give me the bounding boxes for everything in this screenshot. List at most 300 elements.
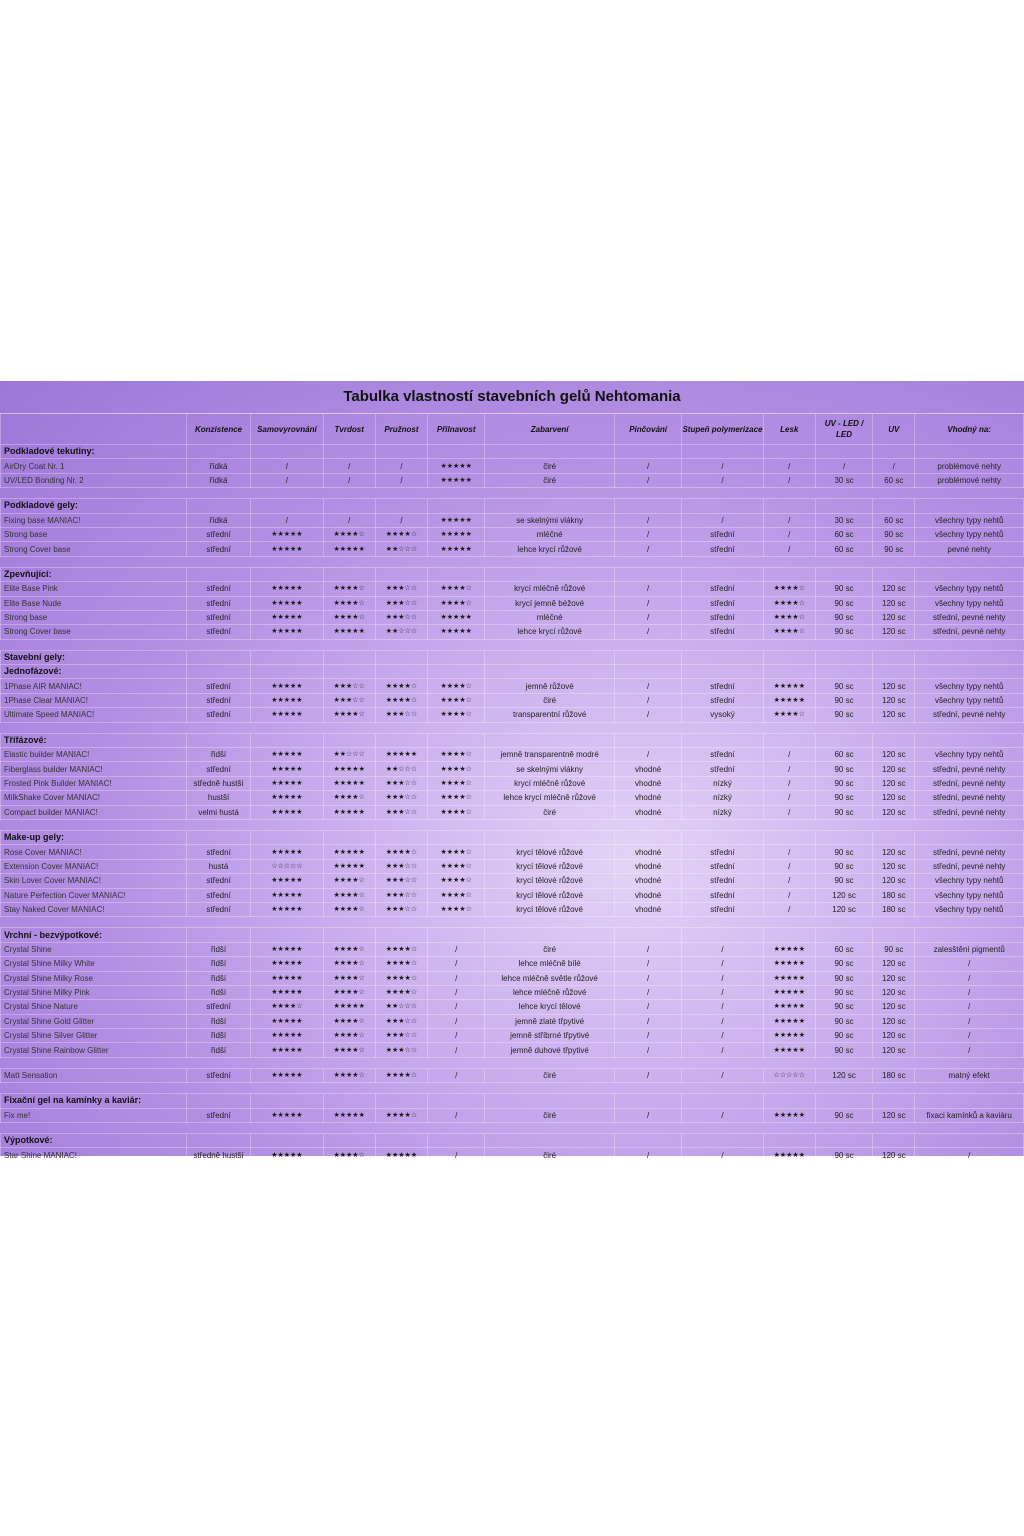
empty-cell bbox=[186, 1134, 250, 1148]
empty-cell bbox=[485, 733, 615, 747]
table-row bbox=[1, 859, 1024, 873]
empty-cell bbox=[323, 1123, 375, 1134]
empty-cell bbox=[873, 499, 915, 513]
table-cell: 90 sc bbox=[815, 776, 872, 790]
table-cell: ★★★★☆ bbox=[375, 942, 427, 956]
empty-cell bbox=[915, 639, 1024, 650]
table-cell: jemně duhové třpytivé bbox=[485, 1043, 615, 1057]
empty-cell bbox=[815, 556, 872, 567]
table-cell: / bbox=[428, 1029, 485, 1043]
table-cell: ★★★★★ bbox=[251, 791, 323, 805]
table-cell: střední, pevné nehty bbox=[915, 708, 1024, 722]
empty-cell bbox=[873, 1123, 915, 1134]
table-cell: řídká bbox=[186, 473, 250, 487]
table-cell: všechny typy nehtů bbox=[915, 902, 1024, 916]
table-cell: / bbox=[763, 473, 815, 487]
table-cell: všechny typy nehtů bbox=[915, 748, 1024, 762]
empty-cell bbox=[251, 488, 323, 499]
table-cell: střední bbox=[186, 902, 250, 916]
table-cell: hustá bbox=[186, 859, 250, 873]
table-cell: / bbox=[763, 527, 815, 541]
table-cell: ★★★★★ bbox=[251, 679, 323, 693]
product-name: Compact builder MANIAC! bbox=[1, 805, 187, 819]
table-cell: čiré bbox=[485, 473, 615, 487]
empty-cell bbox=[915, 499, 1024, 513]
table-cell: řidší bbox=[186, 748, 250, 762]
table-cell: ★★☆☆☆ bbox=[375, 762, 427, 776]
table-cell: 90 sc bbox=[815, 791, 872, 805]
empty-cell bbox=[614, 445, 681, 459]
product-name: Nature Perfection Cover MANIAC! bbox=[1, 888, 187, 902]
empty-cell bbox=[251, 928, 323, 942]
table-cell: střední, pevné nehty bbox=[915, 625, 1024, 639]
table-cell: všechny typy nehtů bbox=[915, 596, 1024, 610]
product-name: Crystal Shine Gold Glitter bbox=[1, 1014, 187, 1028]
table-cell: / bbox=[915, 1043, 1024, 1057]
table-cell: ★★★★★ bbox=[251, 596, 323, 610]
empty-cell bbox=[763, 1123, 815, 1134]
table-cell: 120 sc bbox=[873, 859, 915, 873]
empty-cell bbox=[375, 488, 427, 499]
table-cell: 120 sc bbox=[873, 1029, 915, 1043]
table-cell: jemně růžové bbox=[485, 679, 615, 693]
empty-cell bbox=[873, 1094, 915, 1108]
product-name: Crystal Shine Milky Pink bbox=[1, 985, 187, 999]
table-cell: 90 sc bbox=[815, 582, 872, 596]
empty-cell bbox=[428, 830, 485, 844]
table-row bbox=[1, 805, 1024, 819]
table-cell: střední bbox=[682, 596, 763, 610]
empty-cell bbox=[682, 1123, 763, 1134]
table-cell: ★★★★★ bbox=[323, 762, 375, 776]
empty-cell bbox=[915, 650, 1024, 664]
empty-cell bbox=[186, 830, 250, 844]
table-cell: ★★★★☆ bbox=[428, 762, 485, 776]
table-cell: / bbox=[614, 1068, 681, 1082]
section-heading: Make-up gely: bbox=[1, 830, 187, 844]
table-cell: ★★★★★ bbox=[763, 1108, 815, 1122]
table-cell: 120 sc bbox=[873, 762, 915, 776]
empty-cell bbox=[1, 488, 187, 499]
product-name: Crystal Shine Nature bbox=[1, 1000, 187, 1014]
table-cell: / bbox=[682, 1148, 763, 1162]
table-cell: ☆☆☆☆☆ bbox=[251, 859, 323, 873]
empty-cell bbox=[763, 499, 815, 513]
table-cell: 120 sc bbox=[873, 957, 915, 971]
empty-cell bbox=[873, 733, 915, 747]
table-cell: ★★★★★ bbox=[251, 805, 323, 819]
table-cell: nízký bbox=[682, 805, 763, 819]
table-cell: / bbox=[682, 942, 763, 956]
empty-cell bbox=[614, 722, 681, 733]
table-cell: fixaci kamínků a kaviáru bbox=[915, 1108, 1024, 1122]
empty-cell bbox=[815, 819, 872, 830]
table-cell: / bbox=[682, 957, 763, 971]
empty-cell bbox=[815, 733, 872, 747]
empty-cell bbox=[428, 733, 485, 747]
empty-cell bbox=[251, 639, 323, 650]
empty-cell bbox=[614, 639, 681, 650]
empty-cell bbox=[186, 499, 250, 513]
table-cell: / bbox=[763, 542, 815, 556]
column-header: UV bbox=[873, 414, 915, 445]
product-name: Crystal Shine bbox=[1, 942, 187, 956]
table-cell: ★★★★☆ bbox=[323, 527, 375, 541]
table-cell: ★★★☆☆ bbox=[323, 693, 375, 707]
product-name: Ultimate Speed MANIAC! bbox=[1, 708, 187, 722]
empty-cell bbox=[873, 488, 915, 499]
empty-cell bbox=[763, 1057, 815, 1068]
table-cell: 90 sc bbox=[873, 942, 915, 956]
table-cell: / bbox=[763, 459, 815, 473]
product-name: Strong base bbox=[1, 527, 187, 541]
table-cell: / bbox=[763, 859, 815, 873]
table-cell: ★★★★★ bbox=[375, 748, 427, 762]
empty-cell bbox=[323, 917, 375, 928]
empty-cell bbox=[873, 819, 915, 830]
table-cell: / bbox=[763, 776, 815, 790]
table-cell: ★★★★☆ bbox=[375, 957, 427, 971]
table-row bbox=[1, 596, 1024, 610]
product-name: Stay Naked Cover MANIAC! bbox=[1, 902, 187, 916]
empty-cell bbox=[375, 567, 427, 581]
table-cell: střední bbox=[186, 582, 250, 596]
table-cell: / bbox=[428, 1014, 485, 1028]
table-cell: ★★★★★ bbox=[251, 708, 323, 722]
empty-cell bbox=[186, 445, 250, 459]
empty-cell bbox=[915, 819, 1024, 830]
empty-cell bbox=[323, 928, 375, 942]
empty-cell bbox=[186, 556, 250, 567]
empty-cell bbox=[485, 445, 615, 459]
product-name: Frosted Pink Builder MANIAC! bbox=[1, 776, 187, 790]
table-cell: střední bbox=[682, 874, 763, 888]
product-name: Crystal Shine Milky Rose bbox=[1, 971, 187, 985]
empty-cell bbox=[915, 488, 1024, 499]
table-cell: ★★★★★ bbox=[428, 473, 485, 487]
empty-cell bbox=[428, 917, 485, 928]
empty-cell bbox=[251, 1134, 323, 1148]
empty-cell bbox=[428, 928, 485, 942]
table-cell: ★★★★★ bbox=[763, 1014, 815, 1028]
table-cell: 90 sc bbox=[815, 1043, 872, 1057]
empty-cell bbox=[873, 1134, 915, 1148]
empty-cell bbox=[763, 1134, 815, 1148]
table-cell: 120 sc bbox=[873, 1014, 915, 1028]
table-cell: / bbox=[375, 459, 427, 473]
table-cell: čiré bbox=[485, 1108, 615, 1122]
empty-cell bbox=[186, 917, 250, 928]
table-cell: / bbox=[763, 748, 815, 762]
empty-cell bbox=[815, 499, 872, 513]
table-cell: / bbox=[428, 985, 485, 999]
table-cell: střední, pevné nehty bbox=[915, 805, 1024, 819]
table-cell: 90 sc bbox=[873, 542, 915, 556]
table-cell: se skelnými vlákny bbox=[485, 762, 615, 776]
empty-cell bbox=[614, 1094, 681, 1108]
table-cell: vhodné bbox=[614, 776, 681, 790]
table-cell: střední bbox=[682, 888, 763, 902]
table-cell: ★★★☆☆ bbox=[375, 596, 427, 610]
spacer-row bbox=[1, 1083, 1024, 1094]
table-cell: ★★★★☆ bbox=[375, 971, 427, 985]
table-cell: vhodné bbox=[614, 791, 681, 805]
empty-cell bbox=[614, 1123, 681, 1134]
column-header: Konzistence bbox=[186, 414, 250, 445]
table-cell: střední, pevné nehty bbox=[915, 845, 1024, 859]
table-cell: krycí jemně béžové bbox=[485, 596, 615, 610]
table-cell: ★★★★☆ bbox=[375, 1068, 427, 1082]
table-row bbox=[1, 845, 1024, 859]
table-cell: vhodné bbox=[614, 888, 681, 902]
table-cell: ★★★★★ bbox=[375, 1148, 427, 1162]
table-cell: / bbox=[428, 1108, 485, 1122]
table-row bbox=[1, 957, 1024, 971]
empty-cell bbox=[323, 1083, 375, 1094]
table-cell: 120 sc bbox=[873, 845, 915, 859]
empty-cell bbox=[251, 1123, 323, 1134]
table-row bbox=[1, 513, 1024, 527]
table-cell: ★★★★★ bbox=[251, 942, 323, 956]
section-row bbox=[1, 1134, 1024, 1148]
table-cell: 90 sc bbox=[815, 679, 872, 693]
table-cell: 120 sc bbox=[815, 902, 872, 916]
empty-cell bbox=[375, 1057, 427, 1068]
table-cell: čiré bbox=[485, 693, 615, 707]
table-row bbox=[1, 708, 1024, 722]
table-cell: vysoký bbox=[682, 708, 763, 722]
table-cell: střední bbox=[682, 625, 763, 639]
table-cell: krycí tělové růžové bbox=[485, 902, 615, 916]
empty-cell bbox=[763, 567, 815, 581]
table-cell: ★★★★★ bbox=[251, 693, 323, 707]
empty-cell bbox=[815, 639, 872, 650]
product-name: Crystal Shine Rainbow Glitter bbox=[1, 1043, 187, 1057]
empty-cell bbox=[915, 1057, 1024, 1068]
empty-cell bbox=[251, 665, 323, 679]
table-cell: ★★★★★ bbox=[251, 845, 323, 859]
table-cell: střední bbox=[682, 582, 763, 596]
table-cell: vhodné bbox=[614, 762, 681, 776]
section-row bbox=[1, 567, 1024, 581]
empty-cell bbox=[323, 819, 375, 830]
table-cell: ★★★☆☆ bbox=[375, 1014, 427, 1028]
table-cell: ☆☆☆☆☆ bbox=[763, 1068, 815, 1082]
table-cell: / bbox=[915, 1029, 1024, 1043]
table-cell: 120 sc bbox=[873, 805, 915, 819]
table-cell: 180 sc bbox=[873, 902, 915, 916]
table-cell: střední bbox=[682, 527, 763, 541]
table-cell: ★★★★★ bbox=[763, 1029, 815, 1043]
empty-cell bbox=[763, 650, 815, 664]
table-cell: všechny typy nehtů bbox=[915, 888, 1024, 902]
table-cell: / bbox=[428, 1000, 485, 1014]
table-cell: 120 sc bbox=[873, 791, 915, 805]
empty-cell bbox=[375, 650, 427, 664]
spacer-row bbox=[1, 1123, 1024, 1134]
table-cell: 120 sc bbox=[873, 708, 915, 722]
product-name: Fix me! bbox=[1, 1108, 187, 1122]
empty-cell bbox=[873, 639, 915, 650]
table-cell: ★★★★★ bbox=[428, 513, 485, 527]
table-cell: ★★★★☆ bbox=[428, 902, 485, 916]
empty-cell bbox=[323, 733, 375, 747]
table-cell: ★★★★★ bbox=[763, 971, 815, 985]
table-cell: ★★★★☆ bbox=[375, 679, 427, 693]
table-cell: ★★★★☆ bbox=[323, 1043, 375, 1057]
empty-cell bbox=[485, 830, 615, 844]
empty-cell bbox=[485, 567, 615, 581]
table-cell: / bbox=[763, 902, 815, 916]
table-cell: ★★★★★ bbox=[428, 610, 485, 624]
table-cell: / bbox=[682, 971, 763, 985]
table-cell: všechny typy nehtů bbox=[915, 527, 1024, 541]
empty-cell bbox=[1, 1083, 187, 1094]
table-cell: / bbox=[873, 459, 915, 473]
empty-cell bbox=[1, 819, 187, 830]
table-cell: ★★★★☆ bbox=[375, 527, 427, 541]
empty-cell bbox=[873, 830, 915, 844]
table-cell: čiré bbox=[485, 1148, 615, 1162]
table-cell: ★★★★☆ bbox=[323, 957, 375, 971]
product-name: Extension Cover MANIAC! bbox=[1, 859, 187, 873]
table-cell: ★★★★★ bbox=[251, 902, 323, 916]
product-name: Strong Cover base bbox=[1, 542, 187, 556]
table-cell: / bbox=[614, 985, 681, 999]
header-row bbox=[1, 414, 1024, 445]
properties-table bbox=[0, 413, 1024, 1163]
section-heading: Podkladové gely: bbox=[1, 499, 187, 513]
table-cell: ★★★☆☆ bbox=[323, 679, 375, 693]
table-cell: ★★★★★ bbox=[323, 1108, 375, 1122]
table-cell: střední bbox=[682, 845, 763, 859]
empty-cell bbox=[375, 722, 427, 733]
empty-cell bbox=[873, 1057, 915, 1068]
empty-cell bbox=[186, 567, 250, 581]
table-cell: / bbox=[682, 1014, 763, 1028]
table-cell: / bbox=[682, 1029, 763, 1043]
empty-cell bbox=[614, 665, 681, 679]
table-cell: / bbox=[614, 748, 681, 762]
table-row bbox=[1, 1043, 1024, 1057]
empty-cell bbox=[915, 917, 1024, 928]
table-cell: střední bbox=[186, 527, 250, 541]
product-name: 1Phase Clear MANIAC! bbox=[1, 693, 187, 707]
empty-cell bbox=[485, 928, 615, 942]
table-cell: ★★★★☆ bbox=[323, 610, 375, 624]
product-name: Elite Base Nude bbox=[1, 596, 187, 610]
empty-cell bbox=[915, 1123, 1024, 1134]
table-cell: ★★★☆☆ bbox=[375, 859, 427, 873]
empty-cell bbox=[251, 650, 323, 664]
table-cell: 90 sc bbox=[815, 845, 872, 859]
table-cell: lehce mléčně světle růžové bbox=[485, 971, 615, 985]
table-cell: ★★★★☆ bbox=[323, 1014, 375, 1028]
empty-cell bbox=[815, 488, 872, 499]
table-cell: ★★★★☆ bbox=[323, 708, 375, 722]
table-cell: řidší bbox=[186, 1043, 250, 1057]
table-cell: ★★★★☆ bbox=[428, 776, 485, 790]
empty-cell bbox=[428, 650, 485, 664]
table-cell: střední, pevné nehty bbox=[915, 791, 1024, 805]
table-cell: čiré bbox=[485, 459, 615, 473]
empty-cell bbox=[323, 650, 375, 664]
table-cell: 60 sc bbox=[815, 748, 872, 762]
empty-cell bbox=[375, 928, 427, 942]
empty-cell bbox=[763, 488, 815, 499]
table-cell: střední bbox=[682, 762, 763, 776]
table-cell: střední bbox=[682, 693, 763, 707]
table-cell: ★★★★★ bbox=[323, 845, 375, 859]
table-cell: 90 sc bbox=[815, 1000, 872, 1014]
empty-cell bbox=[763, 1094, 815, 1108]
empty-cell bbox=[614, 488, 681, 499]
table-cell: 120 sc bbox=[873, 1108, 915, 1122]
table-cell: střední bbox=[186, 596, 250, 610]
table-cell: 90 sc bbox=[815, 596, 872, 610]
table-cell: ★★★★☆ bbox=[375, 693, 427, 707]
empty-cell bbox=[915, 567, 1024, 581]
empty-cell bbox=[251, 1057, 323, 1068]
table-cell: řidší bbox=[186, 985, 250, 999]
table-cell: ★★★★☆ bbox=[763, 596, 815, 610]
table-row bbox=[1, 527, 1024, 541]
table-cell: ★★★★★ bbox=[763, 1000, 815, 1014]
product-name: Crystal Shine Milky White bbox=[1, 957, 187, 971]
table-cell: / bbox=[682, 473, 763, 487]
empty-cell bbox=[815, 1094, 872, 1108]
table-cell: ★★★★★ bbox=[251, 985, 323, 999]
table-cell: / bbox=[614, 1029, 681, 1043]
table-cell: 180 sc bbox=[873, 888, 915, 902]
empty-cell bbox=[323, 1057, 375, 1068]
table-cell: ★★★★★ bbox=[251, 625, 323, 639]
table-cell: střední bbox=[682, 748, 763, 762]
table-cell: ★★★★★ bbox=[251, 1108, 323, 1122]
column-header: Stupeň polymerizace bbox=[682, 414, 763, 445]
empty-cell bbox=[815, 1134, 872, 1148]
table-cell: ★★★☆☆ bbox=[375, 902, 427, 916]
table-cell: / bbox=[915, 1148, 1024, 1162]
table-row bbox=[1, 874, 1024, 888]
table-cell: / bbox=[323, 473, 375, 487]
table-cell: / bbox=[375, 513, 427, 527]
table-cell: ★★★★☆ bbox=[428, 679, 485, 693]
table-cell: / bbox=[614, 596, 681, 610]
table-cell: ★★★★☆ bbox=[323, 1068, 375, 1082]
table-cell: ★★★★★ bbox=[251, 527, 323, 541]
table-cell: 90 sc bbox=[815, 693, 872, 707]
section-heading: Výpotkové: bbox=[1, 1134, 187, 1148]
empty-cell bbox=[323, 556, 375, 567]
table-cell: střední bbox=[186, 1068, 250, 1082]
table-row bbox=[1, 748, 1024, 762]
table-cell: / bbox=[614, 459, 681, 473]
empty-cell bbox=[915, 556, 1024, 567]
table-cell: problémové nehty bbox=[915, 473, 1024, 487]
table-cell: / bbox=[682, 1000, 763, 1014]
table-cell: / bbox=[251, 473, 323, 487]
empty-cell bbox=[763, 733, 815, 747]
table-cell: střední bbox=[186, 845, 250, 859]
table-cell: střední bbox=[682, 610, 763, 624]
table-cell: 90 sc bbox=[815, 859, 872, 873]
empty-cell bbox=[915, 733, 1024, 747]
table-cell: střední bbox=[186, 625, 250, 639]
table-cell: / bbox=[614, 971, 681, 985]
table-cell: ★★★★☆ bbox=[428, 805, 485, 819]
table-cell: čiré bbox=[485, 805, 615, 819]
